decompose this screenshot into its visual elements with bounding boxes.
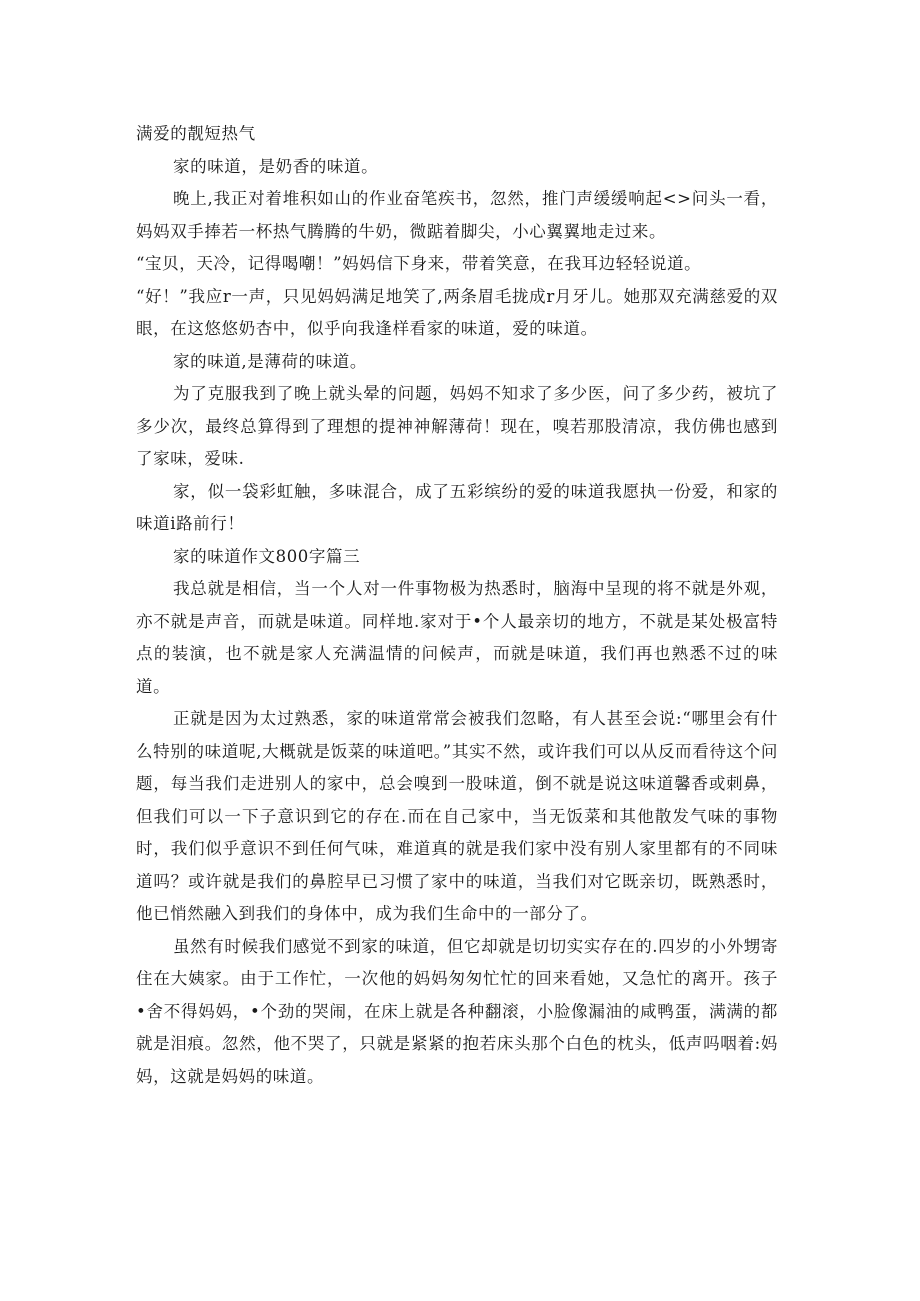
section-heading: 满爱的靓短热气 (136, 124, 256, 143)
paragraph: “宝贝，天冷，记得喝嘲！”妈妈信下身来，带着笑意，在我耳边轻轻说道。 (136, 254, 702, 273)
paragraph: “好！”我应r一声，只见妈妈满足地笑了,两条眉毛拢成r月牙儿。她那双充满慈爱的双眼，在这悠悠奶杏中，似乎向我逢样看家的味道，爱的味道。 (136, 286, 778, 338)
document-body (136, 118, 778, 1093)
paragraph: 家的味道,是薄荷的味道。 (173, 351, 367, 371)
paragraph: 为了克服我到了晚上就头晕的问题，妈妈不知求了多少医，问了多少药，被坑了多少次，最终总算得到了理想的提神神解薄荷！现在，嗅若那股清凉，我仿佛也感到了家味，爱味. (136, 384, 778, 468)
paragraph: 晚上,我正对着堆积如山的作业奋笔疾书，忽然，推门声缓缓响起<>问头一看，妈妈双手捧若一杯热气腾腾的牛奶，微踮着脚尖，小心翼翼地走过来。 (136, 189, 778, 241)
paragraph: 正就是因为太过熟悉，家的味道常常会被我们忽略，有人甚至会说:“哪里会有什么特别的味道呢,大概就是饭菜的味道吧。”其实不然，或许我们可以从反而看待这个问题，每当我们走进别人的家中，总会嗅到一股味道，倒不就是说这味道馨香或刺鼻，但我们可以一下子意识到它的存在.而在自己家中，当无饭菜和其他散发气味的事物时，我们似乎意识不到任何气味，难道真的就是我们家中没有别人家里都有的不同味道吗？或许就是我们的鼻腔早已习惯了家中的味道，当我们对它既亲切，既熟悉时，他已悄然融入到我们的身体中，成为我们生命中的一部分了。 (136, 709, 778, 923)
paragraph: 虽然有时候我们感觉不到家的味道，但它却就是切切实实存在的.四岁的小外甥寄住在大姨家。由于工作忙，一次他的妈妈匆匆忙忙的回来看她，又急忙的离开。孩子•舍不得妈妈，•个劲的哭闹，在床上就是各种翻滚，小脸像漏油的咸鸭蛋，满满的都就是泪痕。忽然，他不哭了，只就是紧紧的抱若床头那个白色的枕头，低声吗咽着:妈妈，这就是妈妈的味道。 (136, 936, 778, 1086)
paragraph: 家，似一袋彩虹触，多味混合，成了五彩缤纷的爱的味道我愿执一份爱，和家的味道i路前行！ (136, 481, 778, 533)
paragraph: 家的味道，是奶香的味道。 (173, 156, 379, 176)
paragraph: 我总就是相信，当一个人对一件事物极为热悉时，脑海中呈现的将不就是外观，亦不就是声音，而就是味道。同样地.家对于•个人最亲切的地方，不就是某处极富特点的装演，也不就是家人充满温情的问候声，而就是味道，我们再也熟悉不过的味道。 (136, 579, 778, 696)
section-title: 家的味道作文800字篇三 (173, 546, 361, 566)
